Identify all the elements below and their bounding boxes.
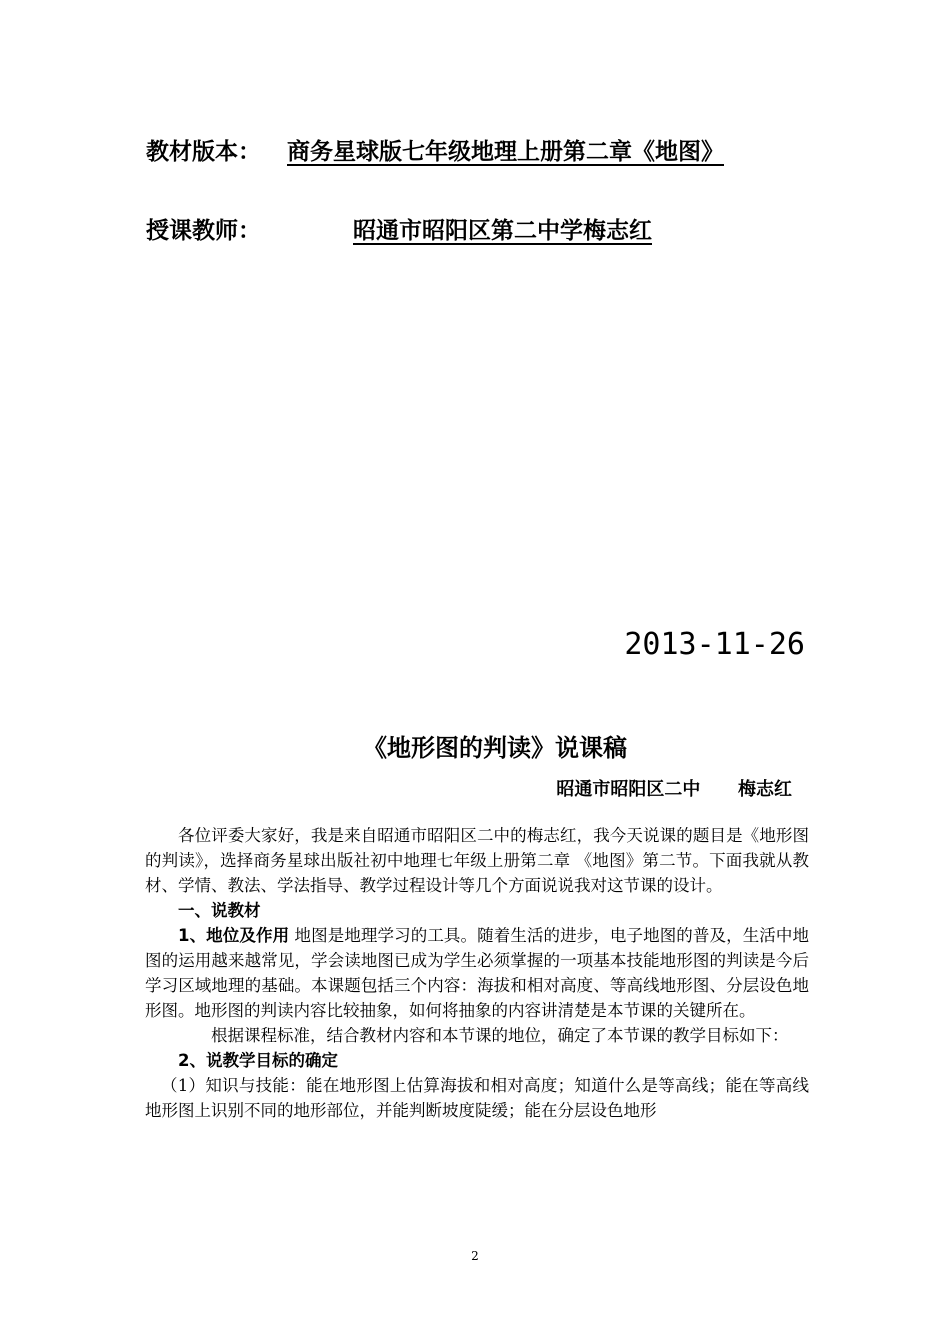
edition-label: 教材版本： [146, 139, 261, 165]
document-date: 2013-11-26 [624, 627, 805, 662]
section-heading-teaching-goals: 2、说教学目标的确定 [178, 1051, 338, 1070]
status-role-label: 1、地位及作用 [178, 926, 290, 945]
basis-paragraph: 根据课程标准，结合教材内容和本节课的地位，确定了本节课的教学目标如下： [211, 1026, 789, 1045]
body-text [145, 823, 809, 1123]
status-role-text: 地图是地理学习的工具。随着生活的进步，电子地图的普及，生活中地图的运用越来越常见，学会读地图已成为学生必须掌握的一项基本技能地形图的判读是今后学习区域地理的基础。本课题包括三个内容：海拔和相对高度、等高线地形图、分层设色地形图。地形图的判读内容比较抽象，如何将抽象的内容讲清楚是本节课的关键所在。 [145, 926, 810, 1020]
cover-edition-line [146, 133, 732, 166]
teacher-label: 授课教师： [146, 218, 261, 244]
section-heading-teaching-material: 一、说教材 [178, 901, 261, 920]
page-number: 2 [471, 1249, 479, 1263]
cover-teacher-line [146, 212, 652, 245]
status-role-paragraph [145, 923, 809, 1023]
teacher-value: 昭通市昭阳区第二中学梅志红 [353, 218, 652, 244]
document-title: 《地形图的判读》说课稿 [363, 734, 627, 762]
intro-paragraph: 各位评委大家好，我是来自昭通市昭阳区二中的梅志红，我今天说课的题目是《地形图的判读》，选择商务星球出版社初中地理七年级上册第二章 《地图》第二节。下面我就从教材、学情、教法、学法指导、教学过程设计等几个方面说说我对这节课的设计。 [145, 826, 809, 895]
edition-value: 商务星球版七年级地理上册第二章《地图》 [287, 139, 724, 165]
goal-knowledge-paragraph: （1）知识与技能：能在地形图上估算海拔和相对高度；知道什么是等高线；能在等高线地形图上识别不同的地形部位，并能判断坡度陡缓；能在分层设色地形 [145, 1076, 809, 1120]
author-byline: 昭通市昭阳区二中 梅志红 [556, 779, 792, 800]
